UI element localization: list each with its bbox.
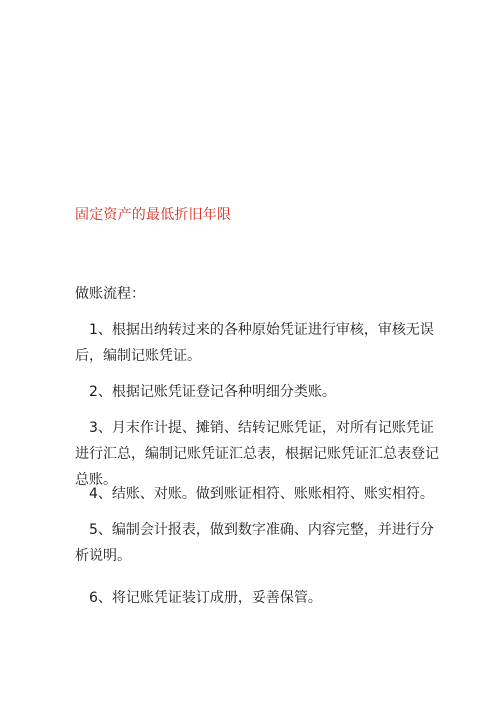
step-2-paragraph: 2、根据记账凭证登记各种明细分类账。: [89, 384, 336, 400]
section-label: 做账流程：: [75, 286, 145, 302]
step-4-paragraph: 4、结账、对账。做到账证相符、账账相符、账实相符。: [89, 486, 434, 502]
document-title: 固定资产的最低折旧年限: [75, 207, 232, 223]
step-6-paragraph: 6、将记账凭证装订成册，妥善保管。: [89, 590, 322, 606]
step-1-paragraph: 1、根据出纳转过来的各种原始凭证进行审核，审核无误后，编制记账凭证。: [75, 322, 434, 364]
step-3-paragraph: 3、月末作计提、摊销、结转记账凭证，对所有记账凭证进行汇总，编制记账凭证汇总表，根据记账凭证汇总表登记总账。: [75, 420, 439, 488]
step-5-paragraph: 5、编制会计报表，做到数字准确、内容完整，并进行分析说明。: [75, 522, 434, 564]
